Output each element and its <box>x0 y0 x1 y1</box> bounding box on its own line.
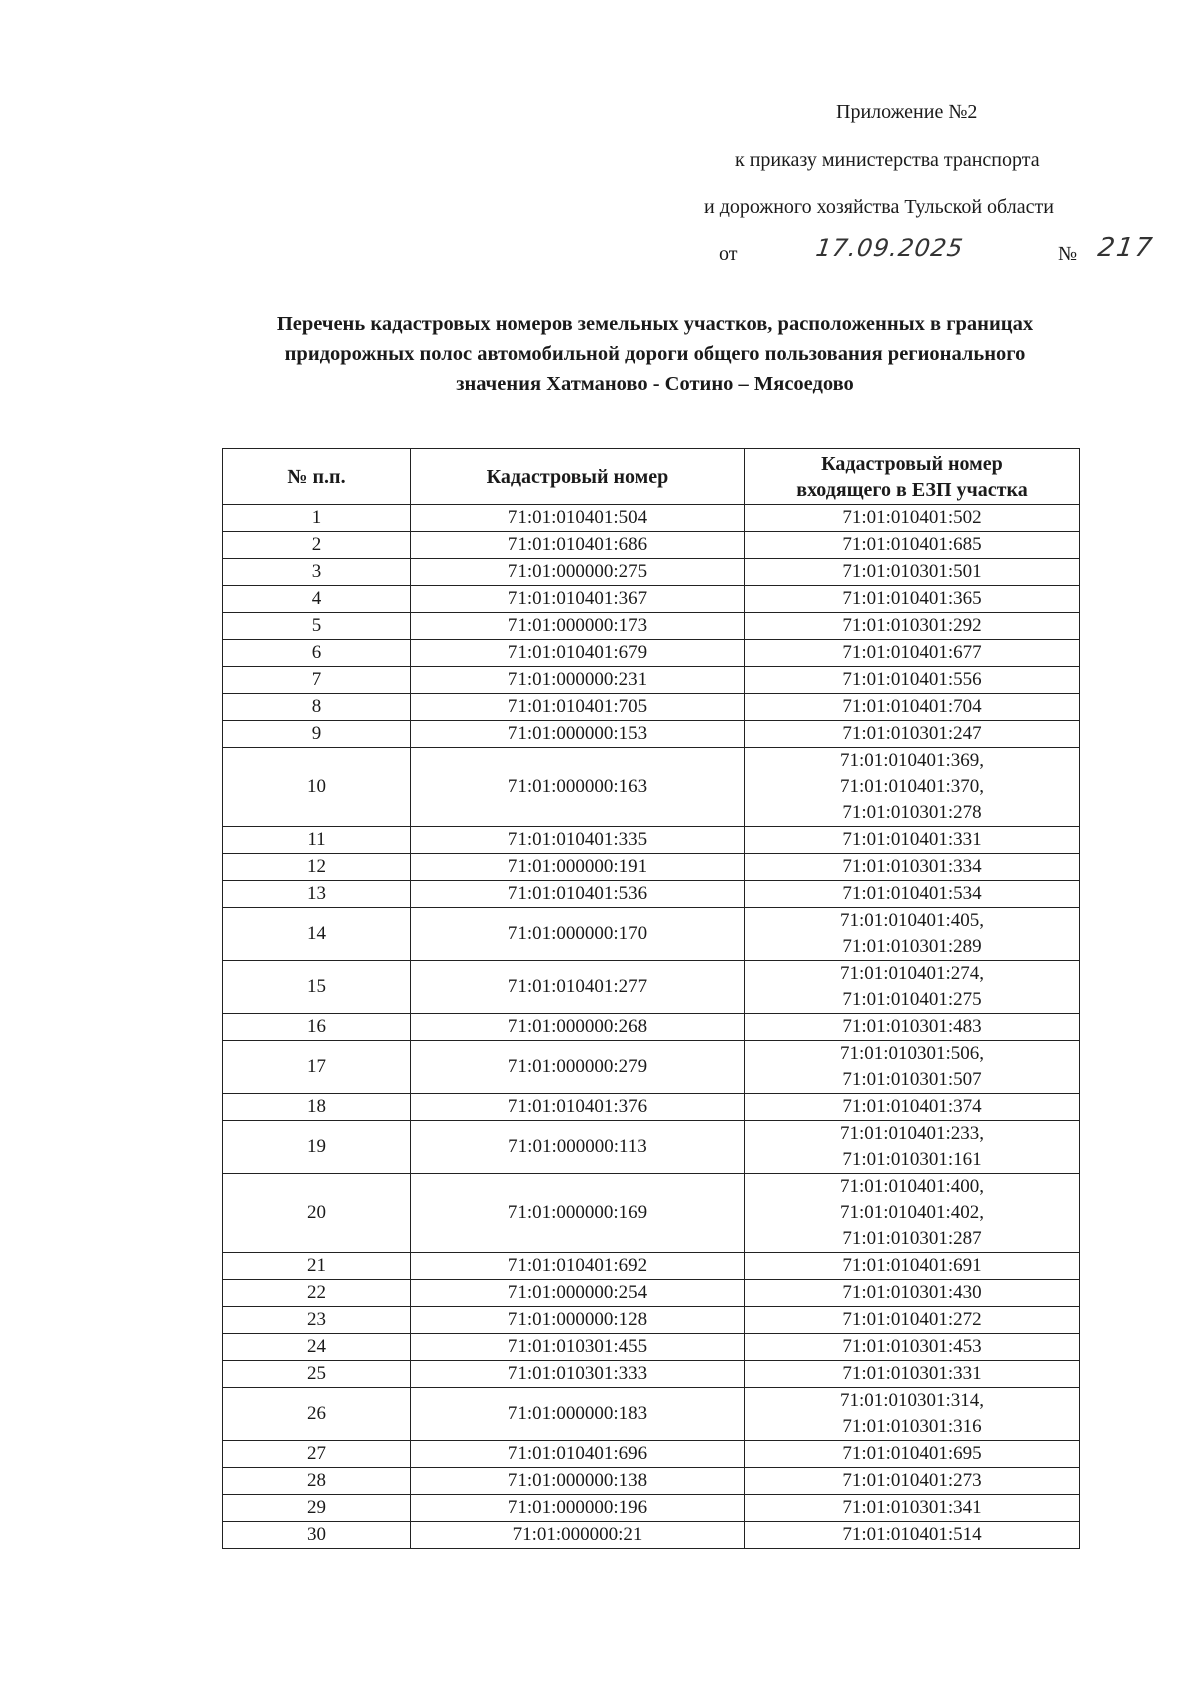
cadastral-number-cell: 71:01:010401:504 <box>411 505 745 532</box>
row-number-cell: 5 <box>223 613 411 640</box>
ezp-cadastral-number: 71:01:010301:292 <box>842 615 982 636</box>
table-row <box>223 1121 1080 1174</box>
ezp-cadastral-number: 71:01:010301:483 <box>842 1016 982 1037</box>
cadastral-number-cell: 71:01:010401:692 <box>411 1253 745 1280</box>
row-number-cell: 13 <box>223 881 411 908</box>
table-row <box>223 1495 1080 1522</box>
ezp-cadastral-number: 71:01:010301:314, <box>839 1390 985 1411</box>
ezp-cadastral-number-cell <box>745 640 1080 667</box>
ezp-cadastral-number: 71:01:010301:161 <box>842 1149 982 1170</box>
table-row <box>223 1174 1080 1253</box>
ezp-cadastral-number-cell <box>745 908 1080 961</box>
cadastral-number-cell: 71:01:000000:153 <box>411 721 745 748</box>
table-row <box>223 1468 1080 1495</box>
row-number-cell: 25 <box>223 1361 411 1388</box>
table-row <box>223 961 1080 1014</box>
table-row <box>223 1388 1080 1441</box>
ezp-cadastral-number-cell <box>745 613 1080 640</box>
ezp-cadastral-number: 71:01:010401:365 <box>842 588 982 609</box>
row-number-cell: 30 <box>223 1522 411 1549</box>
table-row <box>223 1522 1080 1549</box>
table-row <box>223 854 1080 881</box>
ezp-cadastral-number: 71:01:010301:331 <box>842 1363 982 1384</box>
ezp-cadastral-number-cell <box>745 1361 1080 1388</box>
ezp-cadastral-number-cell <box>745 1094 1080 1121</box>
ezp-cadastral-number: 71:01:010401:331 <box>842 829 982 850</box>
header-ezp-cadastral-number: Кадастровый номер входящего в ЕЗП участка <box>745 449 1080 505</box>
ezp-cadastral-number-cell <box>745 1334 1080 1361</box>
cadastral-number-cell: 71:01:010401:277 <box>411 961 745 1014</box>
ezp-cadastral-number-cell <box>745 1174 1080 1253</box>
cadastral-number-cell: 71:01:010401:536 <box>411 881 745 908</box>
cadastral-table <box>222 448 1080 1549</box>
table-row <box>223 721 1080 748</box>
ezp-cadastral-number: 71:01:010301:247 <box>842 723 982 744</box>
ezp-cadastral-number: 71:01:010401:534 <box>842 883 982 904</box>
table-row <box>223 667 1080 694</box>
ezp-cadastral-number: 71:01:010301:316 <box>842 1416 982 1437</box>
cadastral-number-cell: 71:01:000000:183 <box>411 1388 745 1441</box>
ezp-cadastral-number-cell <box>745 505 1080 532</box>
table-row <box>223 1253 1080 1280</box>
table-row <box>223 694 1080 721</box>
row-number-cell: 18 <box>223 1094 411 1121</box>
row-number-cell: 9 <box>223 721 411 748</box>
title-line: Перечень кадастровых номеров земельных участков, расположенных в границах <box>276 313 1034 335</box>
ezp-cadastral-number: 71:01:010401:556 <box>842 669 982 690</box>
table-row <box>223 1094 1080 1121</box>
title-line: значения Хатманово - Сотино – Мясоедово <box>456 373 854 395</box>
cadastral-number-cell: 71:01:000000:138 <box>411 1468 745 1495</box>
table-row <box>223 827 1080 854</box>
ezp-cadastral-number-cell <box>745 961 1080 1014</box>
table-row <box>223 1334 1080 1361</box>
ezp-cadastral-number: 71:01:010301:430 <box>842 1282 982 1303</box>
cadastral-number-cell: 71:01:010301:333 <box>411 1361 745 1388</box>
ezp-cadastral-number-cell <box>745 1495 1080 1522</box>
row-number-cell: 8 <box>223 694 411 721</box>
ezp-cadastral-number: 71:01:010401:502 <box>842 507 982 528</box>
ezp-cadastral-number: 71:01:010401:370, <box>839 776 985 797</box>
ezp-cadastral-number-cell <box>745 1121 1080 1174</box>
row-number-cell: 28 <box>223 1468 411 1495</box>
ezp-cadastral-number: 71:01:010301:453 <box>842 1336 982 1357</box>
ezp-cadastral-number-cell <box>745 586 1080 613</box>
row-number-cell: 21 <box>223 1253 411 1280</box>
table-row <box>223 640 1080 667</box>
cadastral-number-cell: 71:01:000000:275 <box>411 559 745 586</box>
cadastral-number-cell: 71:01:010401:705 <box>411 694 745 721</box>
ezp-cadastral-number-cell <box>745 1041 1080 1094</box>
cadastral-number-cell: 71:01:010401:335 <box>411 827 745 854</box>
ezp-cadastral-number-cell <box>745 532 1080 559</box>
ezp-cadastral-number: 71:01:010301:507 <box>842 1069 982 1090</box>
ezp-cadastral-number: 71:01:010401:233, <box>839 1123 985 1144</box>
row-number-cell: 3 <box>223 559 411 586</box>
row-number-cell: 22 <box>223 1280 411 1307</box>
ezp-cadastral-number: 71:01:010401:274, <box>839 963 985 984</box>
ezp-cadastral-number: 71:01:010401:275 <box>842 989 982 1010</box>
cadastral-number-cell: 71:01:000000:254 <box>411 1280 745 1307</box>
row-number-cell: 29 <box>223 1495 411 1522</box>
ezp-cadastral-number: 71:01:010401:374 <box>842 1096 982 1117</box>
cadastral-number-cell: 71:01:000000:268 <box>411 1014 745 1041</box>
ezp-cadastral-number-cell <box>745 827 1080 854</box>
cadastral-number-cell: 71:01:000000:173 <box>411 613 745 640</box>
row-number-cell: 24 <box>223 1334 411 1361</box>
table-row <box>223 1014 1080 1041</box>
cadastral-number-cell: 71:01:010401:679 <box>411 640 745 667</box>
row-number-cell: 14 <box>223 908 411 961</box>
order-reference-line-2: и дорожного хозяйства Тульской области <box>704 196 1054 218</box>
row-number-cell: 15 <box>223 961 411 1014</box>
cadastral-number-cell: 71:01:000000:163 <box>411 748 745 827</box>
ezp-cadastral-number: 71:01:010401:273 <box>842 1470 982 1491</box>
table-body <box>223 505 1080 1549</box>
ezp-cadastral-number-cell <box>745 881 1080 908</box>
table-row <box>223 881 1080 908</box>
row-number-cell: 6 <box>223 640 411 667</box>
ezp-cadastral-number: 71:01:010301:341 <box>842 1497 982 1518</box>
ezp-cadastral-number: 71:01:010301:334 <box>842 856 982 877</box>
row-number-cell: 10 <box>223 748 411 827</box>
ezp-cadastral-number-cell <box>745 854 1080 881</box>
cadastral-number-cell: 71:01:010401:367 <box>411 586 745 613</box>
ezp-cadastral-number-cell <box>745 1014 1080 1041</box>
row-number-cell: 23 <box>223 1307 411 1334</box>
table-row <box>223 586 1080 613</box>
row-number-cell: 12 <box>223 854 411 881</box>
ezp-cadastral-number-cell <box>745 1388 1080 1441</box>
row-number-cell: 11 <box>223 827 411 854</box>
appendix-title: Приложение №2 <box>836 101 978 123</box>
ezp-cadastral-number-cell <box>745 748 1080 827</box>
table-row <box>223 1280 1080 1307</box>
ezp-cadastral-number-cell <box>745 1441 1080 1468</box>
ezp-cadastral-number: 71:01:010401:691 <box>842 1255 982 1276</box>
ezp-cadastral-number-cell <box>745 1307 1080 1334</box>
table-row <box>223 1307 1080 1334</box>
table-row <box>223 613 1080 640</box>
row-number-cell: 4 <box>223 586 411 613</box>
table-row <box>223 908 1080 961</box>
ezp-cadastral-number-cell <box>745 694 1080 721</box>
cadastral-number-cell: 71:01:010401:696 <box>411 1441 745 1468</box>
handwritten-order-number: 217 <box>1095 233 1156 263</box>
ezp-cadastral-number: 71:01:010401:400, <box>839 1176 985 1197</box>
row-number-cell: 17 <box>223 1041 411 1094</box>
title-line: придорожных полос автомобильной дороги общего пользования регионального <box>284 343 1026 365</box>
cadastral-number-cell: 71:01:010401:686 <box>411 532 745 559</box>
ezp-cadastral-number: 71:01:010301:501 <box>842 561 982 582</box>
table-row <box>223 532 1080 559</box>
cadastral-number-cell: 71:01:000000:231 <box>411 667 745 694</box>
table-row <box>223 559 1080 586</box>
ezp-cadastral-number: 71:01:010301:287 <box>842 1228 982 1249</box>
date-prefix: от <box>719 243 738 265</box>
ezp-cadastral-number: 71:01:010401:369, <box>839 750 985 771</box>
ezp-cadastral-number: 71:01:010401:677 <box>842 642 982 663</box>
ezp-cadastral-number: 71:01:010401:704 <box>842 696 982 717</box>
row-number-cell: 27 <box>223 1441 411 1468</box>
ezp-cadastral-number-cell <box>745 667 1080 694</box>
row-number-cell: 26 <box>223 1388 411 1441</box>
table-header-row <box>223 449 1080 505</box>
row-number-cell: 20 <box>223 1174 411 1253</box>
ezp-cadastral-number: 71:01:010401:685 <box>842 534 982 555</box>
cadastral-number-cell: 71:01:000000:128 <box>411 1307 745 1334</box>
header-row-number: № п.п. <box>223 449 411 505</box>
ezp-cadastral-number: 71:01:010401:272 <box>842 1309 982 1330</box>
ezp-cadastral-number: 71:01:010301:278 <box>842 802 982 823</box>
cadastral-number-cell: 71:01:000000:169 <box>411 1174 745 1253</box>
cadastral-number-cell: 71:01:000000:191 <box>411 854 745 881</box>
cadastral-number-cell: 71:01:000000:279 <box>411 1041 745 1094</box>
cadastral-number-cell: 71:01:010301:455 <box>411 1334 745 1361</box>
ezp-cadastral-number-cell <box>745 1468 1080 1495</box>
cadastral-number-cell: 71:01:000000:21 <box>411 1522 745 1549</box>
table-row <box>223 1441 1080 1468</box>
table-row <box>223 748 1080 827</box>
ezp-cadastral-number: 71:01:010401:514 <box>842 1524 982 1545</box>
row-number-cell: 2 <box>223 532 411 559</box>
cadastral-number-cell: 71:01:000000:170 <box>411 908 745 961</box>
table-row <box>223 505 1080 532</box>
ezp-cadastral-number: 71:01:010301:506, <box>839 1043 985 1064</box>
row-number-cell: 7 <box>223 667 411 694</box>
cadastral-number-cell: 71:01:000000:196 <box>411 1495 745 1522</box>
header-cadastral-number: Кадастровый номер <box>411 449 745 505</box>
table-row <box>223 1361 1080 1388</box>
ezp-cadastral-number-cell <box>745 721 1080 748</box>
cadastral-number-cell: 71:01:010401:376 <box>411 1094 745 1121</box>
ezp-cadastral-number: 71:01:010301:289 <box>842 936 982 957</box>
table-row <box>223 1041 1080 1094</box>
document-title <box>180 309 1130 399</box>
order-reference-line-1: к приказу министерства транспорта <box>735 149 1040 171</box>
ezp-cadastral-number-cell <box>745 559 1080 586</box>
row-number-cell: 16 <box>223 1014 411 1041</box>
ezp-cadastral-number-cell <box>745 1280 1080 1307</box>
cadastral-number-cell: 71:01:000000:113 <box>411 1121 745 1174</box>
ezp-cadastral-number: 71:01:010401:695 <box>842 1443 982 1464</box>
ezp-cadastral-number-cell <box>745 1253 1080 1280</box>
ezp-cadastral-number: 71:01:010401:405, <box>839 910 985 931</box>
ezp-cadastral-number: 71:01:010401:402, <box>839 1202 985 1223</box>
row-number-cell: 1 <box>223 505 411 532</box>
ezp-cadastral-number-cell <box>745 1522 1080 1549</box>
handwritten-date: 17.09.2025 <box>814 234 966 262</box>
number-prefix: № <box>1058 243 1078 265</box>
row-number-cell: 19 <box>223 1121 411 1174</box>
